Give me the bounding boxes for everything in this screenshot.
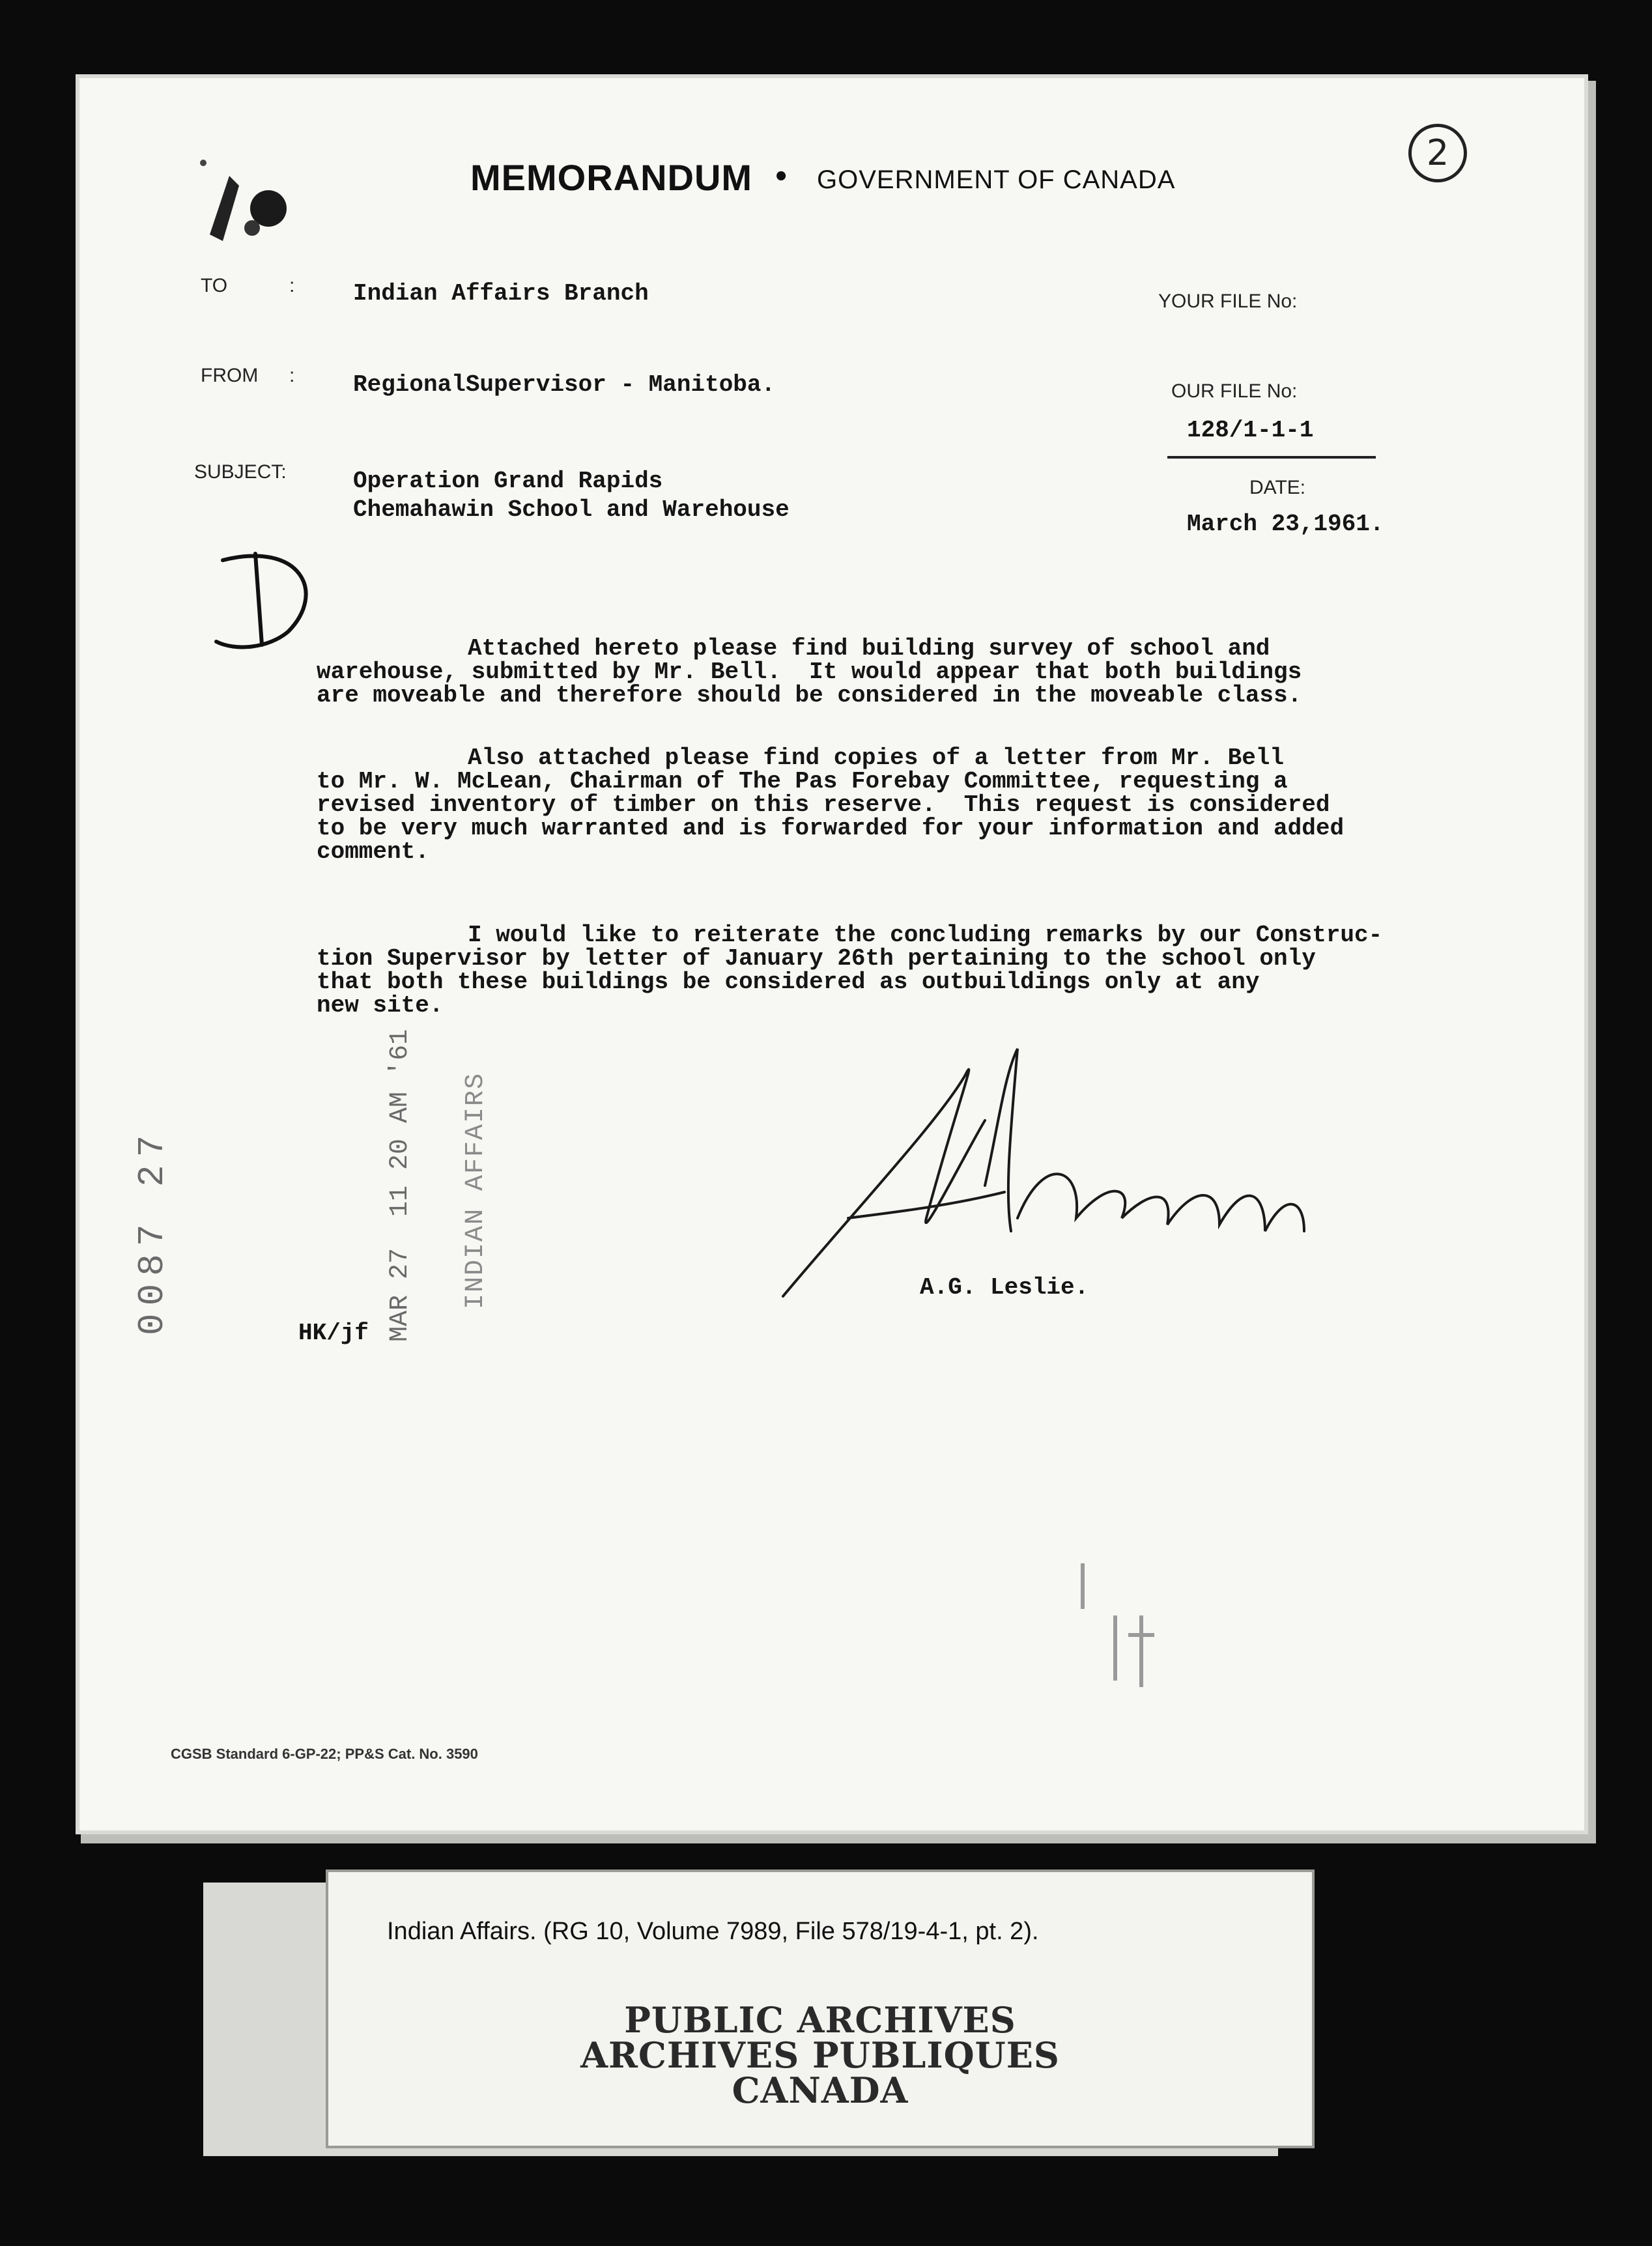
para3-line-4: new site. [317,992,444,1019]
memo-title: MEMORANDUM [470,157,753,198]
para1-line-3: are moveable and therefore should be considered in the moveable class. [317,682,1302,709]
para2-line-3: revised inventory of timber on this reserve. This request is considered [317,791,1330,818]
page-mark-circle [1408,124,1467,182]
archive-line-2: ARCHIVES PUBLIQUES [580,2034,1060,2076]
from-value: RegionalSupervisor - Manitoba. [353,371,776,398]
archive-label-card [326,1869,1315,2148]
archive-reference: Indian Affairs. (RG 10, Volume 7989, File 578/19-4-1, pt. 2). [387,1918,1039,1945]
serial-stamp: 0087 27 [132,1127,173,1335]
date-stamp: MAR 27 11 20 AM '61 [386,1029,415,1342]
our-file-label: OUR FILE No: [1171,380,1298,402]
typist-initials: HK/jf [298,1320,369,1346]
para2-line-1: Also attached please find copies of a letter from Mr. Bell [468,745,1285,771]
form-footer-note: CGSB Standard 6-GP-22; PP&S Cat. No. 3590 [171,1746,478,1762]
faint-pencil-mark [1057,1557,1187,1700]
memo-sheet [79,78,1584,1830]
para2-line-5: comment. [317,838,429,865]
page-mark: 2 [1426,132,1449,173]
signed-name: A.G. Leslie. [920,1274,1089,1301]
ink-smudge [184,137,327,267]
subject-line-2: Chemahawin School and Warehouse [353,496,790,523]
para3-line-3: that both these buildings be considered as outbuildings only at any [317,969,1260,995]
subject-line-1: Operation Grand Rapids [353,468,663,494]
to-label: TO [201,275,228,296]
para2-line-2: to Mr. W. McLean, Chairman of The Pas Forebay Committee, requesting a [317,768,1288,795]
date-label: DATE: [1249,477,1306,498]
from-label: FROM [201,365,259,386]
subject-label: SUBJECT: [194,461,287,483]
department-stamp: INDIAN AFFAIRS [461,1072,491,1309]
para3-line-1: I would like to reiterate the concluding remarks by our Construc- [468,922,1383,948]
handwritten-d-mark [210,534,327,664]
archive-line-1: PUBLIC ARCHIVES [624,1999,1016,2041]
archive-line-3: CANADA [732,2069,909,2111]
para2-line-4: to be very much warranted and is forwarded for your information and added [317,815,1345,842]
from-colon: : [289,365,295,386]
handwritten-signature [770,1023,1395,1309]
title-dot: • [775,157,788,195]
para3-line-2: tion Supervisor by letter of January 26th pertaining to the school only [317,945,1316,972]
para1-line-2: warehouse, submitted by Mr. Bell. It would appear that both buildings [317,659,1302,685]
file-underline [1167,456,1376,459]
date-value: March 23,1961. [1187,511,1384,537]
to-colon: : [289,275,295,296]
para1-line-1: Attached hereto please find building survey of school and [468,635,1270,662]
your-file-label: YOUR FILE No: [1158,291,1298,312]
our-file-value: 128/1-1-1 [1187,417,1314,444]
archive-stamp [328,1999,1312,2111]
to-value: Indian Affairs Branch [353,280,649,307]
memo-subtitle: GOVERNMENT OF CANADA [817,165,1176,194]
